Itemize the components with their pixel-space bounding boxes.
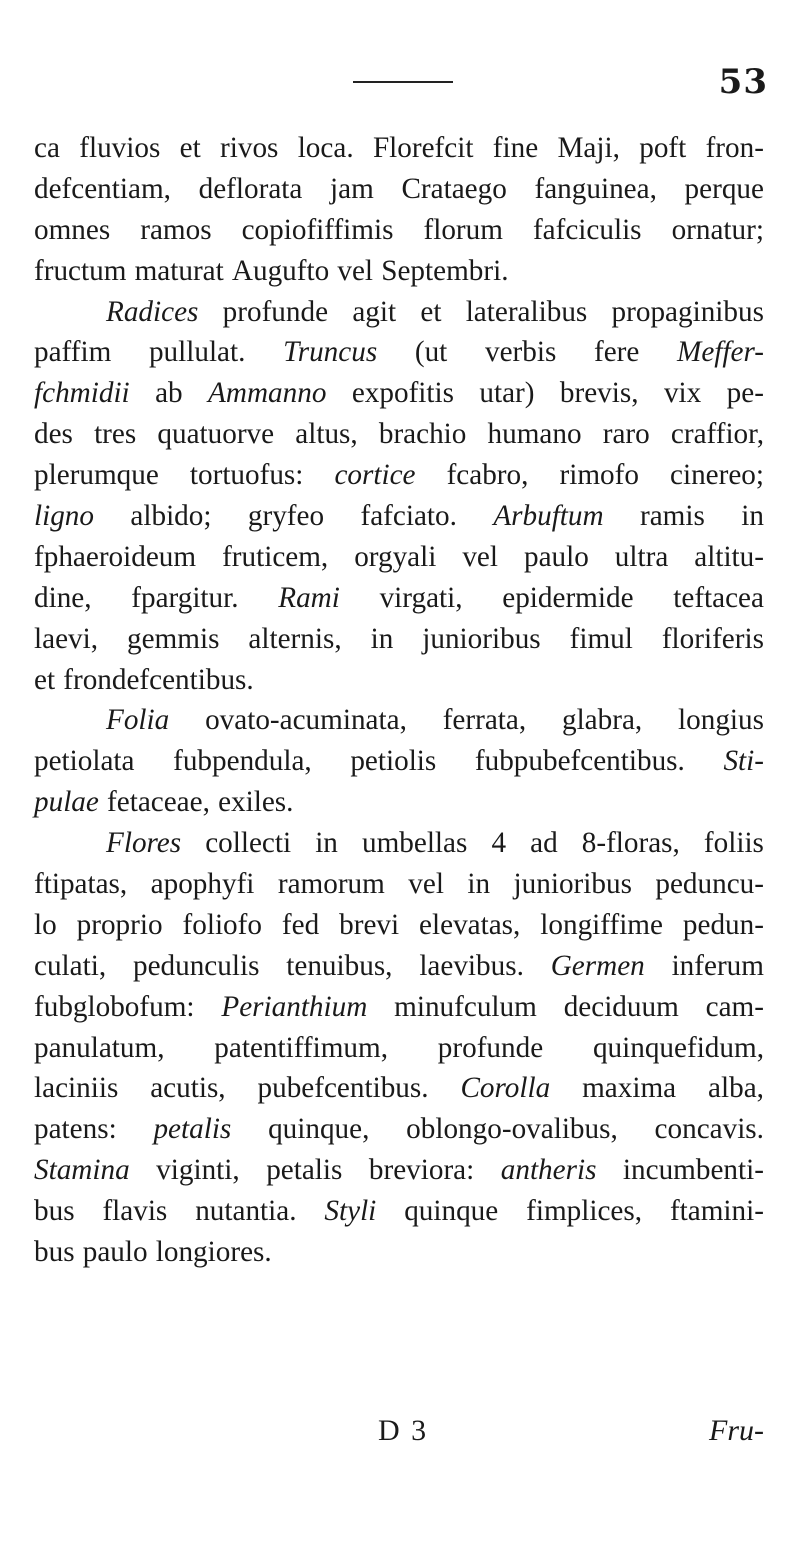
word: orgyali <box>354 540 437 573</box>
word: et <box>420 295 442 328</box>
text-line <box>34 210 764 251</box>
text-line <box>34 1028 764 1069</box>
word: cam- <box>705 990 764 1023</box>
word: fafciato. <box>360 500 457 533</box>
word: frondefcentibus. <box>63 663 254 696</box>
word: fubglobofum: <box>34 990 195 1023</box>
word: antheris <box>500 1154 597 1187</box>
word: deflorata <box>198 172 303 205</box>
word: collecti <box>205 827 292 860</box>
word: panulatum, <box>34 1031 165 1064</box>
word: Florefcit <box>372 132 474 164</box>
word: quinque, <box>268 1113 370 1146</box>
word: tres <box>94 418 137 451</box>
word: 4 <box>491 827 507 860</box>
word: humano <box>487 418 582 451</box>
body-text <box>34 128 764 1273</box>
word: dine, <box>34 581 92 614</box>
paragraph <box>34 292 764 701</box>
text-line <box>34 1191 764 1232</box>
word: longiores. <box>155 1236 272 1269</box>
word: nutantia. <box>195 1195 297 1228</box>
word: florum <box>423 213 503 246</box>
word: glabra, <box>561 704 643 737</box>
word: paffim <box>34 336 112 369</box>
text-line <box>34 905 764 946</box>
word: epidermide <box>502 581 634 614</box>
text-line <box>34 660 764 701</box>
word: patentiffimum, <box>214 1031 389 1064</box>
word: apophyfi <box>150 868 255 901</box>
word: petalis <box>153 1113 232 1146</box>
word: quinquefidum, <box>592 1031 764 1064</box>
header-rule <box>353 81 453 83</box>
word: des <box>34 418 73 451</box>
text-line <box>34 251 764 292</box>
page-footer <box>0 1404 800 1454</box>
word: alba, <box>708 1072 764 1105</box>
word: Styli <box>324 1195 377 1228</box>
word: pulae <box>34 786 99 819</box>
text-line <box>34 864 764 905</box>
text-line <box>34 1232 764 1273</box>
word: altus, <box>295 418 358 451</box>
text-line <box>34 169 764 210</box>
word: Folia <box>106 704 170 737</box>
word: et <box>179 132 201 164</box>
word: petiolis <box>350 745 437 778</box>
word: virgati, <box>379 581 463 614</box>
text-line <box>34 373 764 414</box>
word: maturat <box>134 254 224 287</box>
word: teftacea <box>673 581 764 614</box>
word: laevibus. <box>419 949 524 982</box>
word: utar) <box>479 377 535 410</box>
word: foliis <box>703 827 764 860</box>
word: culati, <box>34 949 107 982</box>
word: petiolata <box>34 745 135 778</box>
word: rimofo <box>559 459 639 492</box>
text-line <box>34 537 764 578</box>
text-line <box>34 782 764 823</box>
word: foliofo <box>182 908 262 941</box>
word: acutis, <box>150 1072 226 1105</box>
text-line <box>34 823 764 864</box>
word: longius <box>678 704 764 737</box>
word: floriferis <box>661 622 764 655</box>
word: verbis <box>484 336 557 369</box>
word: petalis <box>266 1154 343 1187</box>
text-line <box>34 578 764 619</box>
word: ovato-acuminata, <box>205 704 407 737</box>
word: junioribus <box>422 622 541 655</box>
word: fanguinea, <box>534 172 657 205</box>
word: fafciculis <box>532 213 642 246</box>
word: Septembri. <box>381 254 509 287</box>
word: ca <box>34 132 60 164</box>
word: quatuorve <box>157 418 275 451</box>
word: raro <box>602 418 650 451</box>
word: pedunculis <box>132 949 260 982</box>
paragraph <box>34 128 764 292</box>
word: poft <box>639 132 687 164</box>
word: Stamina <box>34 1154 130 1187</box>
word: omnes <box>34 213 111 246</box>
word: ab <box>155 377 183 410</box>
word: fpargitur. <box>131 581 239 614</box>
word: agit <box>352 295 397 328</box>
word: fubpubefcentibus. <box>474 745 685 778</box>
word: loca. <box>297 132 354 164</box>
word: flavis <box>102 1195 168 1228</box>
word: in <box>370 622 394 655</box>
word: plerumque <box>34 459 159 492</box>
word: fere <box>593 336 640 369</box>
word: ligno <box>34 500 94 533</box>
page-number: 53 <box>718 62 768 102</box>
word: lo <box>34 908 57 941</box>
word: breviora: <box>368 1154 475 1187</box>
word: pedun- <box>682 908 764 941</box>
word: vel <box>337 254 374 287</box>
word: ramorum <box>277 868 385 901</box>
text-line <box>34 741 764 782</box>
word: Meffer- <box>677 336 764 369</box>
word: tortuofus: <box>189 459 304 492</box>
word: in <box>741 500 764 533</box>
word: 8-floras, <box>581 827 680 860</box>
word: fcabro, <box>446 459 529 492</box>
word: fphaeroideum <box>34 540 197 573</box>
word: pubefcentibus. <box>257 1072 429 1105</box>
text-line <box>34 414 764 455</box>
word: brachio <box>378 418 467 451</box>
word: concavis. <box>654 1113 764 1146</box>
word: Arbuftum <box>493 500 604 533</box>
word: et <box>34 663 56 696</box>
word: viginti, <box>156 1154 240 1187</box>
word: minufculum <box>394 990 537 1023</box>
word: patens: <box>34 1113 117 1146</box>
word: paulo <box>523 540 589 573</box>
word: bus <box>34 1236 75 1269</box>
word: Truncus <box>283 336 378 369</box>
word: brevi <box>339 908 400 941</box>
word: Ammanno <box>208 377 327 410</box>
word: Germen <box>550 949 645 982</box>
text-line <box>34 455 764 496</box>
word: fetaceae, <box>107 786 210 819</box>
word: Sti- <box>723 745 764 778</box>
word: laevi, <box>34 622 99 655</box>
word: Rami <box>278 581 340 614</box>
word: fron- <box>705 132 764 164</box>
word: ramos <box>140 213 212 246</box>
word: peduncu- <box>655 868 764 901</box>
word: altitu- <box>694 540 764 573</box>
paragraph <box>34 700 764 823</box>
paragraph <box>34 823 764 1273</box>
word: perque <box>684 172 764 205</box>
word: exiles. <box>218 786 294 819</box>
text-line <box>34 128 764 169</box>
word: fluvios <box>79 132 161 164</box>
text-line <box>34 1150 764 1191</box>
word: gryfeo <box>247 500 325 533</box>
word: incumbenti- <box>622 1154 764 1187</box>
word: Flores <box>106 827 182 860</box>
word: Maji, <box>557 132 620 164</box>
word: Crataego <box>401 172 507 205</box>
word: cortice <box>334 459 416 492</box>
word: oblongo-ovalibus, <box>406 1113 618 1146</box>
word: tenuibus, <box>286 949 393 982</box>
word: Augufto <box>231 254 330 287</box>
page-header <box>0 56 800 106</box>
word: copiofiffimis <box>241 213 394 246</box>
word: vel <box>462 540 498 573</box>
word: fubpendula, <box>173 745 312 778</box>
word: pe- <box>726 377 764 410</box>
word: fimplices, <box>526 1195 643 1228</box>
text-line <box>34 946 764 987</box>
word: inferum <box>671 949 764 982</box>
word: pullulat. <box>148 336 246 369</box>
word: proprio <box>76 908 163 941</box>
text-line <box>34 292 764 333</box>
word: in <box>467 868 491 901</box>
text-line <box>34 619 764 660</box>
word: albido; <box>130 500 212 533</box>
word: jam <box>330 172 374 205</box>
word: (ut <box>414 336 448 369</box>
word: vel <box>408 868 444 901</box>
word: vix <box>663 377 702 410</box>
word: elevatas, <box>419 908 521 941</box>
word: ftamini- <box>669 1195 764 1228</box>
word: umbellas <box>361 827 468 860</box>
word: profunde <box>437 1031 544 1064</box>
word: ramis <box>639 500 705 533</box>
word: ultra <box>614 540 669 573</box>
word: expofitis <box>351 377 454 410</box>
signature-mark: D 3 <box>378 1414 429 1447</box>
word: Corolla <box>460 1072 551 1105</box>
word: longiffime <box>540 908 663 941</box>
word: ornatur; <box>671 213 764 246</box>
word: junioribus <box>513 868 632 901</box>
word: fchmidii <box>34 377 130 410</box>
word: laciniis <box>34 1072 119 1105</box>
word: ferrata, <box>442 704 527 737</box>
word: quinque <box>404 1195 499 1228</box>
word: Perianthium <box>221 990 368 1023</box>
word: propaginibus <box>611 295 764 328</box>
word: bus <box>34 1195 75 1228</box>
word: profunde <box>222 295 329 328</box>
text-line <box>34 332 764 373</box>
word: alternis, <box>248 622 342 655</box>
text-line <box>34 1068 764 1109</box>
word: ftipatas, <box>34 868 128 901</box>
text-line <box>34 987 764 1028</box>
word: maxima <box>582 1072 677 1105</box>
word: fine <box>492 132 539 164</box>
word: craffior, <box>670 418 764 451</box>
word: defcentiam, <box>34 172 171 205</box>
word: brevis, <box>559 377 639 410</box>
word: in <box>315 827 338 860</box>
word: fructum <box>34 254 127 287</box>
catchword: Fru- <box>709 1414 764 1447</box>
text-line <box>34 1109 764 1150</box>
word: fed <box>281 908 320 941</box>
word: gemmis <box>127 622 220 655</box>
word: fimul <box>569 622 633 655</box>
word: deciduum <box>563 990 679 1023</box>
text-line <box>34 496 764 537</box>
word: lateralibus <box>465 295 588 328</box>
word: rivos <box>220 132 279 164</box>
word: paulo <box>82 1236 148 1269</box>
word: fruticem, <box>222 540 329 573</box>
text-line <box>34 700 764 741</box>
word: cinereo; <box>670 459 764 492</box>
word: Radices <box>106 295 199 328</box>
word: ad <box>530 827 558 860</box>
